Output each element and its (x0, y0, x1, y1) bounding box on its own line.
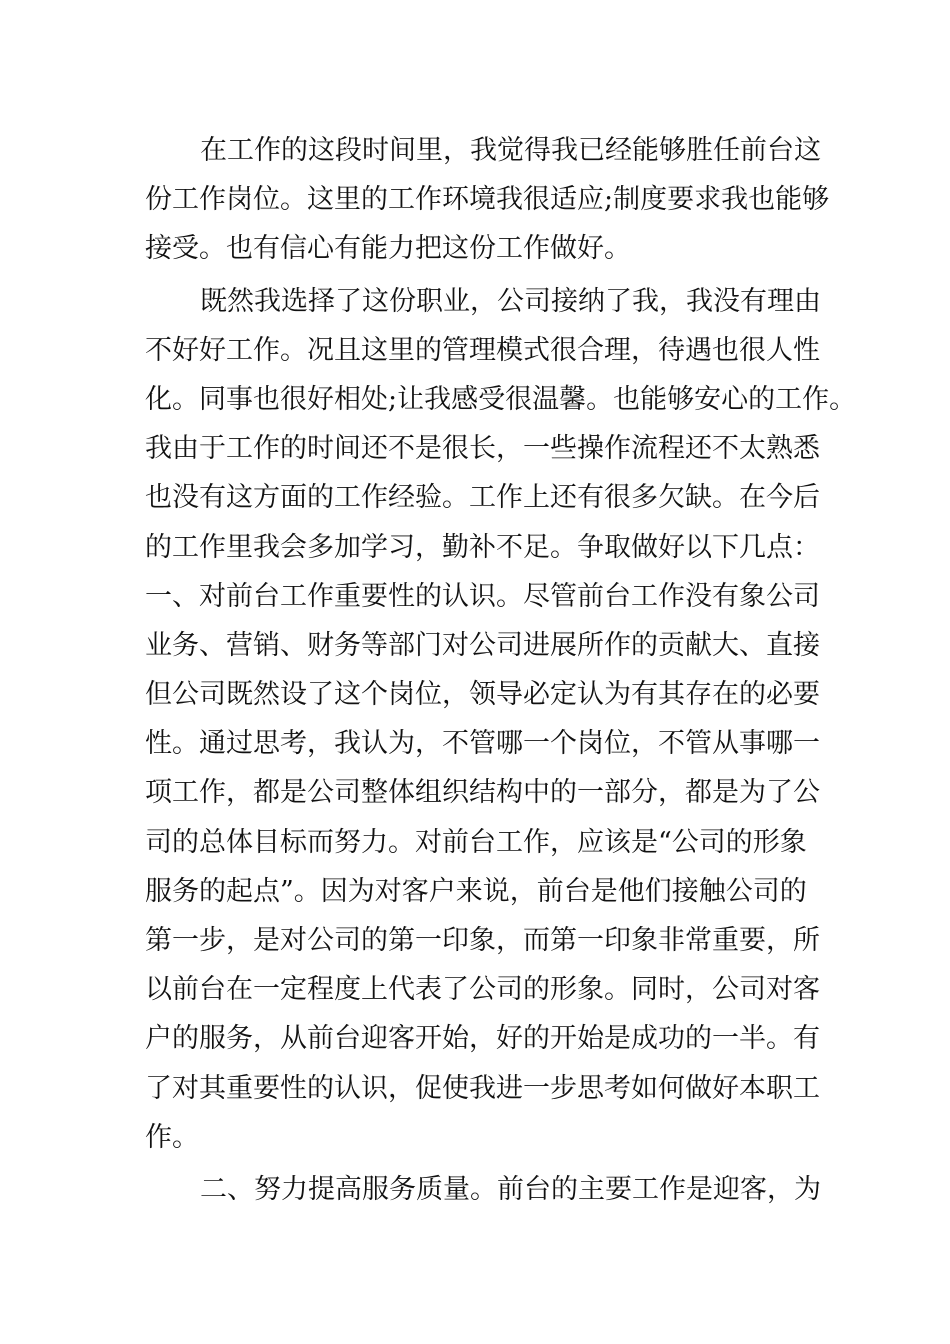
paragraph-line: 业务、营销、财务等部门对公司进展所作的贡献大、直接 (145, 629, 820, 661)
paragraph-line: 也没有这方面的工作经验。工作上还有很多欠缺。在今后 (145, 482, 820, 514)
paragraph-line: 了对其重要性的认识，促使我进一步思考如何做好本职工 (145, 1072, 820, 1104)
paragraph-line: 化。同事也很好相处;让我感受很温馨。也能够安心的工作。 (145, 383, 857, 415)
paragraph-line: 我由于工作的时间还不是很长，一些操作流程还不太熟悉 (145, 433, 820, 465)
document-body (145, 126, 857, 1214)
paragraph-line: 不好好工作。况且这里的管理模式很合理，待遇也很人性 (145, 334, 820, 366)
paragraph-line: 接受。也有信心有能力把这份工作做好。 (145, 233, 631, 265)
paragraph-line: 以前台在一定程度上代表了公司的形象。同时，公司对客 (145, 974, 820, 1006)
paragraph-line: 作。 (145, 1121, 199, 1153)
paragraph-line: 份工作岗位。这里的工作环境我很适应;制度要求我也能够 (145, 184, 830, 216)
paragraph-line: 第一步，是对公司的第一印象，而第一印象非常重要，所 (145, 925, 820, 956)
paragraph-line: 在工作的这段时间里，我觉得我已经能够胜任前台这 (200, 135, 821, 166)
paragraph-line: 二、努力提高服务质量。前台的主要工作是迎客，为 (200, 1173, 821, 1205)
paragraph-line: 项工作，都是公司整体组织结构中的一部分，都是为了公 (145, 777, 820, 809)
paragraph-line: 但公司既然设了这个岗位，领导必定认为有其存在的必要 (145, 679, 820, 711)
paragraph-line: 司的总体目标而努力。对前台工作，应该是“公司的形象 (145, 826, 807, 858)
paragraph-line: 户的服务，从前台迎客开始，好的开始是成功的一半。有 (145, 1023, 820, 1055)
paragraph-line: 既然我选择了这份职业，公司接纳了我，我没有理由 (200, 285, 821, 317)
paragraph-line: 性。通过思考，我认为，不管哪一个岗位，不管从事哪一 (145, 728, 820, 760)
paragraph-line: 服务的起点”。因为对客户来说，前台是他们接触公司的 (145, 875, 807, 907)
paragraph-line: 一、对前台工作重要性的认识。尽管前台工作没有象公司 (145, 580, 820, 612)
paragraph-line: 的工作里我会多加学习，勤补不足。争取做好以下几点： (145, 531, 820, 563)
